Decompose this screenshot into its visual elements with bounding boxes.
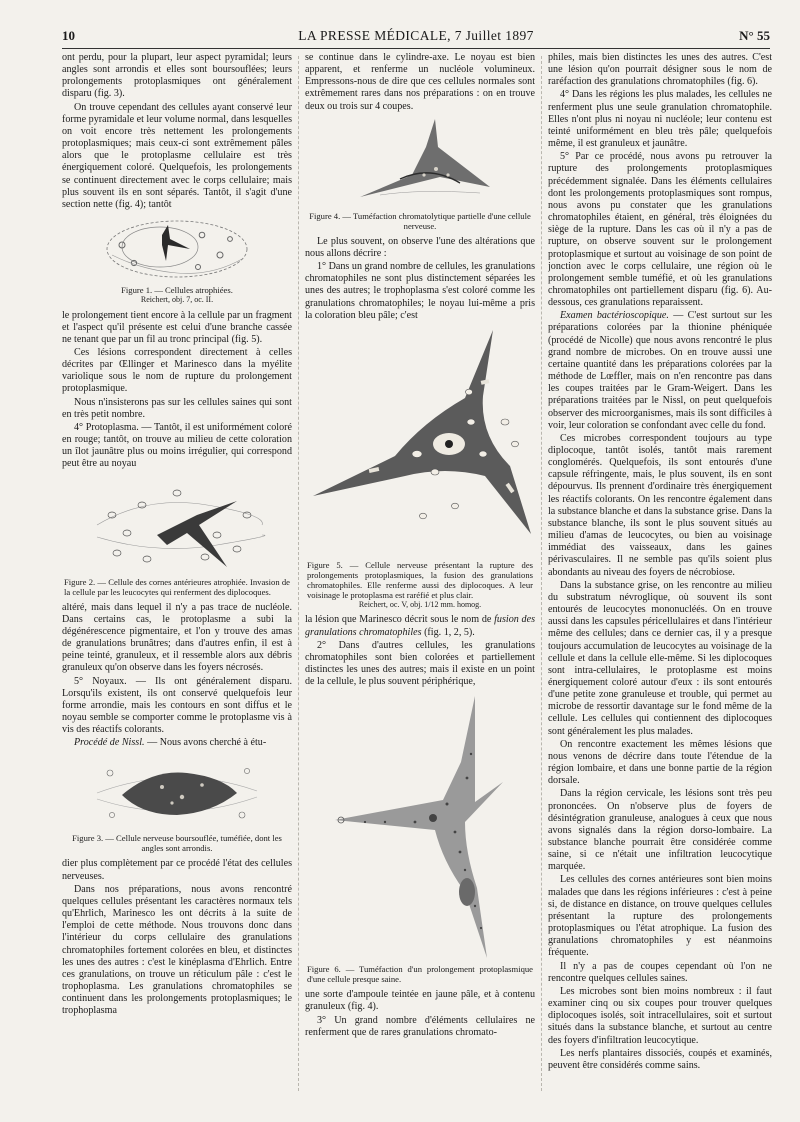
paragraph: On trouve cependant des cellules ayant conservé leur forme pyramidale et leur volume normal, dans lesquelles on voit encore très nettement les prolongements protoplasmiques; mais ceux-ci sont extrêmement pâles alors que le protoplasme cellulaire est très énergiquement coloré. Quelquefois, les prolongements se continuent directement avec le corps cellulaire; mais plus souvent ils en sont séparés. Tantôt, il s'agit d'une section nette (fig. 4); tantôt bbox=[62, 101, 292, 210]
figure-1-caption: Figure 1. — Cellules atrophiées. bbox=[121, 285, 233, 296]
paragraph-text: — C'est surtout sur les préparations colorées par la thionine phéniquée (procédé de Nicolle) que nous avons rencontré le plus grand nombre de microbes. On en trouve aussi une certaine quantité dans les préparations colorées par la méthode de Lœffler, mais on n'en rencontre pas dans les coupes traitées par le Gram-Weigert. Dans les préparations traitées par le Nissl, on peut quelquefois observer des microorganismes, mais ils sont difficiles à voir, leur coloration se confondant avec celle du fond. bbox=[548, 310, 772, 431]
figure-6 bbox=[305, 692, 535, 984]
emphasis: fusion des granulations chromatophiles bbox=[305, 614, 535, 638]
paragraph: ont perdu, pour la plupart, leur aspect pyramidal; leurs angles sont arrondis et elles sont boursouflées; leurs prolongements protoplasmiques ont généralement disparu (fig. 3). bbox=[62, 52, 292, 100]
paragraph: une sorte d'ampoule teintée en jaune pâle, et à contenu granuleux (fig. 4). bbox=[305, 989, 535, 1013]
figure-5-illustration bbox=[305, 326, 535, 558]
paragraph-text: (fig. 1, 2, 5). bbox=[421, 626, 475, 638]
page-header bbox=[62, 28, 770, 48]
paragraph: philes, mais bien distinctes les unes des autres. C'est une lésion qu'on pourrait désigner sous le nom de raréfaction des granulations chromatophiles (fig. 6). bbox=[548, 52, 772, 88]
figure-2-illustration bbox=[87, 475, 267, 575]
figure-6-illustration bbox=[315, 692, 525, 962]
paragraph: se continue dans le cylindre-axe. Le noyau est bien apparent, et renferme un nucléole volumineux. Empressons-nous de dire que ces cellules normales sont extrêmement rares dans nos préparations : on en trouve deux ou trois sur 4 coupes. bbox=[305, 52, 535, 112]
paragraph: On rencontre exactement les mêmes lésions que nous venons de décrire dans toute l'étendue de la région lombaire, et dans une bonne partie de la région dorsale. bbox=[548, 738, 772, 787]
paragraph: Nous n'insisterons pas sur les cellules saines qui sont en très petit nombre. bbox=[62, 396, 292, 420]
paragraph: 3° Un grand nombre d'éléments cellulaires ne renferment que de rares granulations chromato- bbox=[305, 1014, 535, 1038]
paragraph: Ces microbes correspondent toujours au type diplocoque, tantôt isolés, tantôt mais rarement conglomérés. Quelquefois, ils sont entourés d'une capsule réfringente, mais, le plus souvent, ils en sont dépourvus. Ils prennent d'ordinaire très énergiquement les réactifs colorants. On les rencontre également dans la substance blanche et dans la substance grise. Dans la substance blanche, ils sont le plus souvent situés au milieu d'amas de leucocytes, ou bien au voisinage immédiat des vaisseaux, dans les gaines périvasculaires. Il ne semble pas qu'ils soient plus abondants au niveau des foyers de nécrobiose. bbox=[548, 432, 772, 578]
paragraph: dier plus complètement par ce procédé l'état des cellules nerveuses. bbox=[62, 858, 292, 882]
paragraph: Dans nos préparations, nous avons rencontré quelques cellules présentant les caractères normaux tels qu'Ehrlich, Marinesco les ont décrits à la suite de l'emploi de cette méthode. Nous trouvons donc dans l'intérieur du corps cellulaire des granulations chromatophiles fortement colorées en bleu, et distinctes les unes des autres : c'est le kinéplasma d'Ehrlich. Entre ces granulations, on trouve un réticulum pâle : c'est le trophoplasma. Les granulations chromatophiles se continuent dans les prolongements protoplasmiques; le trophoplasma bbox=[62, 883, 292, 1017]
figure-5 bbox=[305, 326, 535, 610]
paragraph: 5° Par ce procédé, nous avons pu retrouver la rupture des prolongements protoplasmiques précédemment signalée. Dans les éléments cellulaires dont les prolongements protoplasmiques sont rompus, nous avons pu constater que les granulations chromatophiles étaient, en général, très éloignées du siège de la rupture. Dans les cas où il n'y a pas de rupture, on observe souvent sur le prolongement protoplasmique et surtout au voisinage de son point de jonction avec le corps cellulaire, une région où le prolongement semble tuméfié, et où les granulations chromatophiles ont partiellement disparu (fig. 6). Au-dessous, ces granulations reparaissent. bbox=[548, 151, 772, 309]
paragraph: Les cellules des cornes antérieures sont bien moins malades que dans les régions inférieures : c'est à peine si, de distance en distance, on trouve quelques cellules présentant la rupture des prolongements protoplasmiques ou l'état atrophique. La fusion des granulations chromatophiles y est néanmoins fréquente. bbox=[548, 874, 772, 959]
header-rule bbox=[62, 48, 770, 49]
paragraph: 4° Protoplasma. — Tantôt, il est uniformément coloré en rouge; tantôt, on trouve au milieu de cette coloration un îlot jaunâtre plus ou moins irrégulier, qui correspond peut être au noyau bbox=[62, 421, 292, 470]
section-heading: Procédé de Nissl. bbox=[74, 737, 145, 749]
page-number: 10 bbox=[62, 28, 75, 43]
paragraph: 5° Noyaux. — Ils ont généralement disparu. Lorsqu'ils existent, ils ont conservé quelquefois leur forme arrondie, mais les contours en sont diffus et le noyau semble se comporter comme le protoplasme vis à vis des réactifs colorants. bbox=[62, 675, 292, 736]
paragraph: le prolongement tient encore à la cellule par un fragment et l'aspect qu'il présente est celui d'une branche cassée ne tenant que par un fil au tronc principal (fig. 5). bbox=[62, 309, 292, 345]
column-2 bbox=[305, 52, 535, 1097]
column-1 bbox=[62, 52, 292, 1097]
figure-4 bbox=[305, 117, 535, 231]
paragraph: Dans la région cervicale, les lésions sont très peu prononcées. On n'observe plus de foyers de désintégration granuleuse, analogues à ceux que nous avons signalés dans la région dorso-lombaire. La substance blanche pourrait être considérée comme saine, si ce n'était une infiltration leucocytique marquée. bbox=[548, 788, 772, 873]
paragraph: Les microbes sont bien moins nombreux : il faut examiner cinq ou six coupes pour trouver quelques diplocoques isolés, soit intracellulaires, soit et surtout situés dans la substance blanche, et surtout au centre des foyers d'infiltration leucocytique. bbox=[548, 985, 772, 1046]
paragraph: Dans la substance grise, on les rencontre au milieu du substratum névroglique, où souvent ils sont entourés de leucocytes mononucléés. On en trouve aussi dans les capsules péricellulaires et dans l'intérieur même des cellules; dans ce dernier cas, il y a presque toujours accumulation de leucocytes au voisinage de la cellule et dans la cellule elle-même. Si les diplocoques sont intra-cellulaires, le protoplasme est moins énergiquement coloré autour d'eux : ils sont entourés d'une petite zone granuleuse et trouble, qui permet au microbe de ressortir davantage sur le fond même de la cellule. Les cellules qui contiennent des diplocoques sont généralement les plus malades. bbox=[548, 579, 772, 737]
paragraph: Ces lésions correspondent directement à celles décrites par Œllinger et Marinesco dans la myélite variolique sous le nom de rupture du prolongement protoplasmique. bbox=[62, 347, 292, 395]
column-3 bbox=[548, 52, 772, 1097]
figure-4-illustration bbox=[340, 117, 500, 209]
paragraph: Les nerfs plantaires dissociés, coupés et examinés, peuvent être considérés comme sains. bbox=[548, 1047, 772, 1071]
figure-6-caption: Figure 6. — Tuméfaction d'un prolongement protoplasmique d'une cellule presque saine. bbox=[307, 964, 533, 985]
journal-title: LA PRESSE MÉDICALE, 7 Juillet 1897 bbox=[298, 28, 534, 43]
paragraph: 4° Dans les régions les plus malades, les cellules ne renferment plus une seule granulation chromatophile. Elles n'ont plus ni noyau ni nucléole; leur contenu est teinté uniformément en bleu très pâle; quelquefois même, il est granuleux et jaunâtre. bbox=[548, 89, 772, 150]
figure-4-caption: Figure 4. — Tuméfaction chromatolytique partielle d'une cellule nerveuse. bbox=[309, 210, 531, 231]
figure-3-illustration bbox=[92, 753, 262, 831]
figure-5-subcaption: Reichert, oc. V, obj. 1/12 mm. homog. bbox=[358, 599, 482, 609]
figure-3 bbox=[62, 753, 292, 853]
issue-number: N° 55 bbox=[739, 28, 770, 43]
figure-1-subcaption: Reichert, obj. 7, oc. II. bbox=[140, 295, 214, 305]
paragraph: 2° Dans d'autres cellules, les granulations chromatophiles sont bien colorées et partiellement distinctes les unes des autres; mais il existe en un point de la cellule, le plus souvent périphérique, bbox=[305, 639, 535, 688]
figure-3-caption: Figure 3. — Cellule nerveuse boursouflée, tuméfiée, dont les angles sont arrondis. bbox=[72, 833, 282, 854]
column-separator bbox=[541, 56, 542, 1091]
figure-5-caption: Figure 5. — Cellule nerveuse présentant la rupture des prolongements protoplasmiques, la fusion des granulations chromatophiles. Elle renferme aussi des diplocoques. A leur voisinage le protoplasma est raréfié et plus clair. bbox=[307, 559, 533, 600]
paragraph-text: — Nous avons cherché à étu- bbox=[144, 737, 267, 749]
paragraph: altéré, mais dans lequel il n'y a pas trace de nucléole. Dans certains cas, le protoplasme a subi la dégénérescence pigmentaire, et l'on y trouve des amas de granulations brunâtres; dans d'autres enfin, il est à peine teinté, granuleux, et il ressemble alors aux débris granuleux qu'on observe dans les foyers nécrosés. bbox=[62, 601, 292, 674]
paragraph: Le plus souvent, on observe l'une des altérations que nous allons décrire : bbox=[305, 235, 535, 259]
paragraph: Il n'y a pas de coupes cependant où l'on ne rencontre quelques cellules saines. bbox=[548, 960, 772, 984]
column-separator bbox=[298, 56, 299, 1091]
paragraph-text: la lésion que Marinesco décrit sous le nom de bbox=[305, 614, 495, 626]
figure-2 bbox=[62, 475, 292, 597]
figure-1-illustration bbox=[102, 215, 252, 283]
section-heading: Examen bactérioscopique. bbox=[560, 310, 669, 322]
figure-2-caption: Figure 2. — Cellule des cornes antérieures atrophiée. Invasion de la cellule par les leucocytes qui renferment des diplocoques. bbox=[64, 576, 290, 597]
figure-1 bbox=[62, 215, 292, 305]
paragraph: 1° Dans un grand nombre de cellules, les granulations chromatophiles ne sont plus distinctement séparées les unes des autres; le trophoplasma s'est coloré comme les granulations chromatophiles; le noyau lui-même a pris la coloration bleu pâle; c'est bbox=[305, 261, 535, 321]
